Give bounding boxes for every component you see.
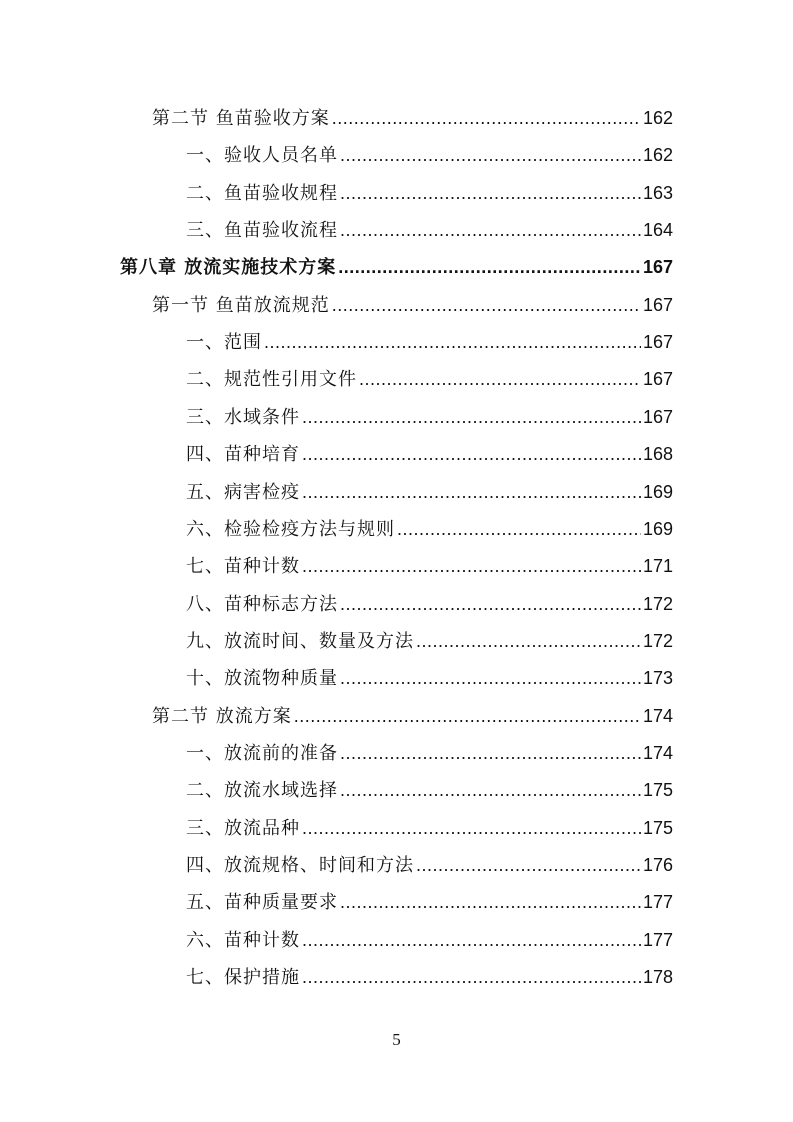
dot-leader: [302, 959, 641, 996]
toc-entry-page: 169: [642, 518, 673, 539]
toc-entry-item[interactable]: [186, 548, 673, 585]
toc-entry-page: 167: [642, 369, 673, 390]
toc-entry-section[interactable]: [152, 287, 673, 324]
toc-entry-page: 162: [642, 145, 673, 166]
dot-leader: [340, 175, 641, 212]
toc-entry-page: 169: [642, 481, 673, 502]
toc-entry-item[interactable]: [186, 847, 673, 884]
toc-entry-page: 174: [642, 705, 673, 726]
toc-entry-page: 164: [642, 220, 673, 241]
dot-leader: [340, 212, 641, 249]
dot-leader: [302, 922, 641, 959]
toc-entry-page: 178: [642, 967, 673, 988]
toc-entry-item[interactable]: [186, 212, 673, 249]
dot-leader: [416, 847, 641, 884]
toc-entry-title: 第二节 放流方案: [152, 705, 292, 727]
toc-entry-title: 一、验收人员名单: [186, 145, 338, 167]
toc-entry-item[interactable]: [186, 361, 673, 398]
toc-entry-title: 一、放流前的准备: [186, 742, 338, 764]
toc-entry-page: 175: [642, 817, 673, 838]
toc-entry-title: 七、保护措施: [186, 967, 300, 989]
toc-entry-item[interactable]: [186, 735, 673, 772]
toc-entry-page: 163: [642, 182, 673, 203]
toc-entry-title: 二、放流水域选择: [186, 780, 338, 802]
toc-entry-chapter[interactable]: [120, 249, 673, 286]
dot-leader: [340, 884, 641, 921]
dot-leader: [397, 511, 641, 548]
toc-entry-item[interactable]: [186, 511, 673, 548]
toc-entry-page: 167: [642, 332, 673, 353]
page-number: 5: [392, 1030, 401, 1049]
toc-entry-item[interactable]: [186, 922, 673, 959]
toc-entry-page: 176: [642, 855, 673, 875]
toc-entry-section[interactable]: [152, 698, 673, 735]
toc-entry-page: 172: [642, 593, 673, 614]
dot-leader: [340, 586, 641, 623]
toc-entry-page: 177: [642, 892, 673, 913]
toc-entry-page: 168: [642, 444, 673, 465]
toc-entry-title: 第八章 放流实施技术方案: [120, 257, 337, 279]
toc-entry-page: 173: [642, 668, 673, 689]
toc-entry-item[interactable]: [186, 959, 673, 996]
toc-entry-item[interactable]: [186, 399, 673, 436]
toc-entry-page: 174: [642, 742, 673, 763]
dot-leader: [302, 474, 641, 511]
toc-entry-title: 八、苗种标志方法: [186, 593, 338, 615]
dot-leader: [302, 548, 641, 585]
toc-entry-item[interactable]: [186, 586, 673, 623]
toc-entry-title: 五、病害检疫: [186, 481, 300, 503]
toc-entry-title: 三、鱼苗验收流程: [186, 220, 338, 242]
toc-entry-item[interactable]: [186, 884, 673, 921]
toc-entry-page: 167: [642, 406, 673, 427]
toc-entry-title: 十、放流物种质量: [186, 668, 338, 690]
dot-leader: [416, 623, 641, 660]
toc-entry-page: 175: [642, 780, 673, 801]
toc-entry-section[interactable]: [152, 100, 673, 137]
dot-leader: [302, 399, 641, 436]
dot-leader: [332, 100, 641, 137]
toc-entry-page: 177: [642, 929, 673, 950]
toc-entry-item[interactable]: [186, 175, 673, 212]
toc-entry-item[interactable]: [186, 436, 673, 473]
dot-leader: [340, 735, 641, 772]
toc-entry-page: 167: [642, 294, 673, 315]
toc-entry-item[interactable]: [186, 324, 673, 361]
toc-entry-title: 二、鱼苗验收规程: [186, 182, 338, 204]
dot-leader: [294, 698, 641, 735]
dot-leader: [332, 287, 641, 324]
toc-entry-title: 九、放流时间、数量及方法: [186, 630, 414, 652]
toc-entry-item[interactable]: [186, 772, 673, 809]
toc-entry-item[interactable]: [186, 810, 673, 847]
toc-entry-title: 六、苗种计数: [186, 929, 300, 951]
toc-entry-title: 第二节 鱼苗验收方案: [152, 108, 330, 129]
toc-entry-item[interactable]: [186, 137, 673, 174]
toc-entry-title: 四、放流规格、时间和方法: [186, 855, 414, 876]
toc-entry-page: 172: [642, 630, 673, 651]
dot-leader: [340, 137, 641, 174]
dot-leader: [264, 324, 641, 361]
dot-leader: [340, 772, 641, 809]
dot-leader: [340, 660, 641, 697]
toc-entry-title: 二、规范性引用文件: [186, 369, 357, 391]
toc-entry-page: 167: [642, 257, 673, 278]
toc-entry-page: 171: [642, 556, 673, 577]
toc-entry-title: 一、范围: [186, 332, 262, 354]
toc-entry-item[interactable]: [186, 660, 673, 697]
toc-entry-title: 第一节 鱼苗放流规范: [152, 294, 330, 316]
dot-leader: [359, 361, 641, 398]
dot-leader: [338, 249, 641, 286]
dot-leader: [302, 810, 641, 847]
toc-entry-title: 三、水域条件: [186, 406, 300, 428]
toc-entry-item[interactable]: [186, 623, 673, 660]
toc-entry-title: 七、苗种计数: [186, 556, 300, 578]
dot-leader: [302, 436, 641, 473]
toc-entry-title: 六、检验检疫方法与规则: [186, 518, 395, 540]
toc-entry-title: 三、放流品种: [186, 817, 300, 839]
toc-entry-item[interactable]: [186, 474, 673, 511]
toc-entry-page: 162: [642, 108, 673, 128]
toc-entry-title: 四、苗种培育: [186, 444, 300, 466]
toc-entry-title: 五、苗种质量要求: [186, 892, 338, 914]
